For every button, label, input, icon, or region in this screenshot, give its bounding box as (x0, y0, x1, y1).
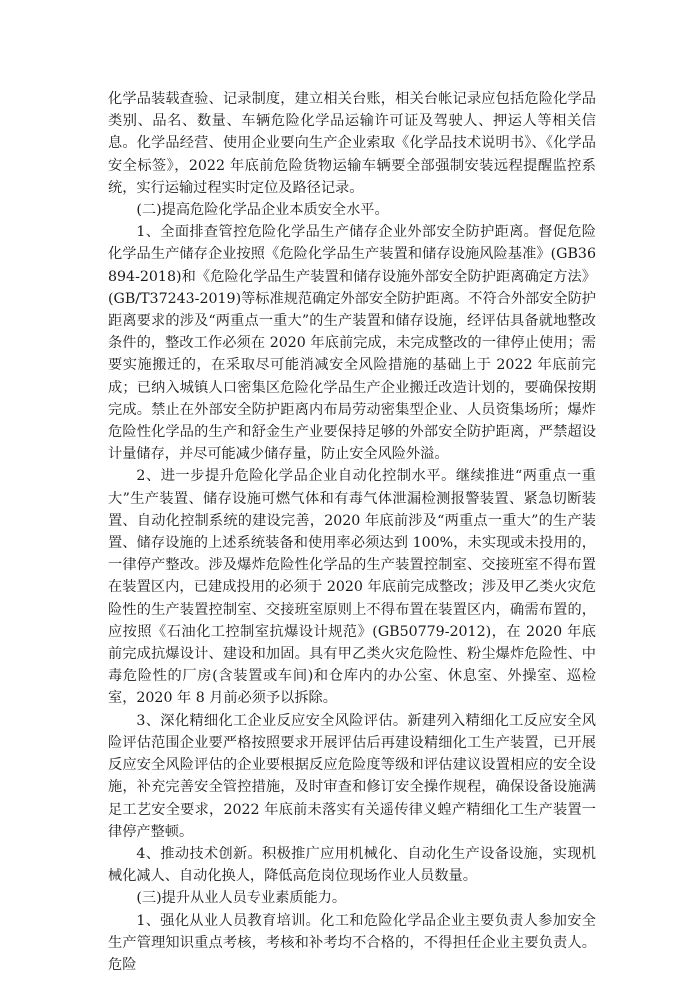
paragraph-safety-distance: 1、全面排查管控危险化学品生产储存企业外部安全防护距离。督促危险化学品生产储存企业按照《危险化学品生产装置和储存设施风险基准》(GB36894-2018)和《危险化学品生产装置和储存设施外部安全防护距离确定方法》(GB/T37243-2019)等标准规范确定外部安全防护距离。不符合外部安全防护距离要求的涉及“两重点一重大”的生产装置和储存设施，经评估具备就地整改条件的，整改工作必须在 2020 年底前完成，未完成整改的一律停止使用；需要实施搬迁的，在采取尽可能消减安全风险措施的基础上于 2022 年底前完成；已纳入城镇人口密集区危险化学品生产企业搬迁改造计划的，要确保按期完成。禁止在外部安全防护距离内布局劳动密集型企业、人员资集场所；爆炸危险性化学品的生产和舒金生产业要保持足够的外部安全防护距离，严禁超设计量储存，并尽可能减少储存量，防止安全风险外溢。 (108, 224, 596, 463)
heading-section-three: (三)提升从业人员专业素质能力。 (136, 890, 347, 907)
paragraph-transport-records: 化学品装载查验、记录制度，建立相关台账，相关台帐记录应包括危险化学品类别、品名、数量、车辆危险化学品运输许可证及驾驶人、押运人等相关信息。化学品经营、使用企业要向生产企业索取《化学品技术说明书》、《化学品安全标签》，2022 年底前危险货物运输车辆要全部强制安装远程提醒监控系统，实行运输过程实时定位及路径记录。 (108, 91, 596, 196)
paragraph-automation-control: 2、进一步提升危险化学品企业自动化控制水平。继续推进“两重点一重大”生产装置、储存设施可燃气体和有毒气体泄漏检测报警装置、紧急切断装置、自动化控制系统的建设完善，2020 年底前涉及“两重点一重大”的生产装置、储存设施的上述系统装备和使用率必须达到 100%，未实现或未投用的，一律停产整改。涉及爆炸危险性化学品的生产装置控制室、交接班室不得布置在装置区内，已建成投用的必须于 2020 年底前完成整改；涉及甲乙类火灾危险性的生产装置控制室、交接班室原则上不得布置在装置区内，确需布置的，应按照《石油化工控制室抗爆设计规范》(GB50779-2012)，在 2020 年底前完成抗爆设计、建设和加固。具有甲乙类火灾危险性、粉尘爆炸危险性、中毒危险性的厂房(含装置或车间)和仓库内的办公室、休息室、外操室、巡检室，2020 年 8 月前必须予以拆除。 (108, 468, 596, 707)
paragraph-staff-training: 1、强化从业人员教育培训。化工和危险化学品企业主要负责人参加安全生产管理知识重点考核，考核和补考均不合格的，不得担任企业主要负责人。危险 (108, 912, 596, 973)
paragraph-technology-innovation: 4、推动技术创新。积极推广应用机械化、自动化生产设备设施，实现机械化减人、自动化换人，降低高危岗位现场作业人员数量。 (108, 845, 596, 885)
heading-section-two: (二)提高危险化学品企业本质安全水平。 (136, 202, 389, 219)
paragraph-risk-assessment: 3、深化精细化工企业反应安全风险评估。新建列入精细化工反应安全风险评估范围企业要严格按照要求开展评估后再建设精细化工生产装置，已开展反应安全风险评估的企业要根据反应危险度等级和评估建议设置相应的安全设施，补充完善安全管控措施，及时审查和修订安全操作规程，确保设备设施满足工艺安全要求，2022 年底前未落实有关遥传律义蝗产精细化工生产装置一律停产整顿。 (108, 712, 596, 840)
document-page (108, 88, 596, 976)
